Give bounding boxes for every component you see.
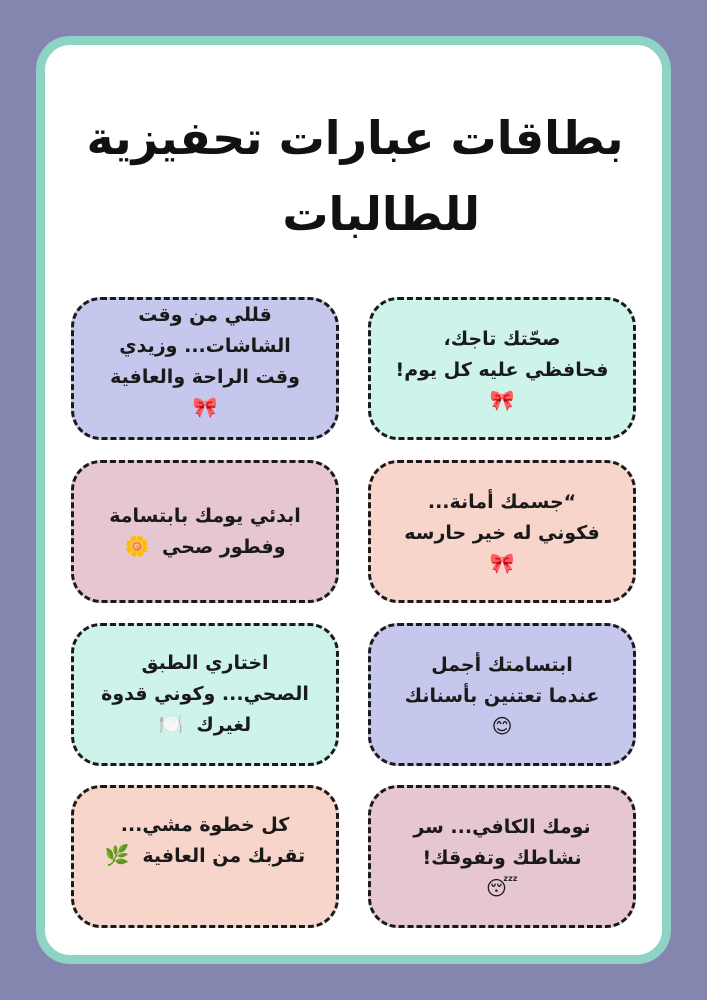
sleeping-face-icon: 😴 — [485, 875, 519, 900]
ribbon-icon: 🎀 — [489, 550, 515, 575]
ribbon-icon: 🎀 — [192, 395, 218, 419]
card-text-line: “جسمك أمانة... — [427, 490, 577, 513]
motivation-card — [368, 297, 636, 440]
card-text: لغيرك — [196, 714, 252, 736]
card-text-line: وقت الراحة والعافية — [110, 366, 300, 388]
ribbon-icon: 🎀 — [489, 387, 515, 412]
card-text-line: ابدئي يومك بابتسامة — [109, 504, 301, 527]
card-text-line: كل خطوة مشي... — [120, 814, 290, 836]
card-text-line: صحّتك تاجك، — [443, 327, 561, 350]
card-text: وفطور صحي — [162, 535, 286, 558]
motivation-card — [71, 623, 339, 766]
motivation-card — [368, 460, 636, 603]
card-text-line: فحافظي عليه كل يوم! — [395, 358, 609, 381]
smiling-face-icon: 😊 — [491, 713, 513, 738]
card-text-line: ابتسامتك أجمل — [431, 653, 573, 676]
herb-icon: 🌿 — [104, 843, 130, 867]
card-text-line: قللي من وقت — [138, 304, 272, 326]
daisy-icon: 🌼 — [124, 533, 150, 558]
page-title — [80, 100, 640, 252]
motivation-card — [71, 297, 339, 440]
plate-icon: 🍽️ — [158, 712, 184, 736]
card-text-line: نومك الكافي... سر — [413, 815, 591, 838]
motivation-card — [368, 623, 636, 766]
card-text-line-with-icon — [124, 532, 285, 563]
card-text-line: الشاشات... وزيدي — [119, 335, 291, 357]
card-text-line: الصحي... وكوني قدوة — [101, 683, 309, 705]
card-text-line-with-icon — [159, 710, 251, 741]
title-line-1: بطاقات عبارات تحفيزية — [86, 111, 624, 165]
card-text-line: نشاطك وتفوقك! — [422, 846, 582, 869]
card-text: تقربك من العافية — [142, 845, 306, 867]
card-text-line-with-icon — [105, 841, 305, 872]
motivation-card — [368, 785, 636, 928]
card-text-line: اختاري الطبق — [141, 652, 269, 674]
title-line-2: للطالبات — [282, 187, 480, 241]
motivation-card — [71, 460, 339, 603]
motivation-card — [71, 785, 339, 928]
card-text-line: فكوني له خير حارسه — [404, 521, 600, 544]
card-text-line: عندما تعتنين بأسنانك — [404, 684, 600, 707]
